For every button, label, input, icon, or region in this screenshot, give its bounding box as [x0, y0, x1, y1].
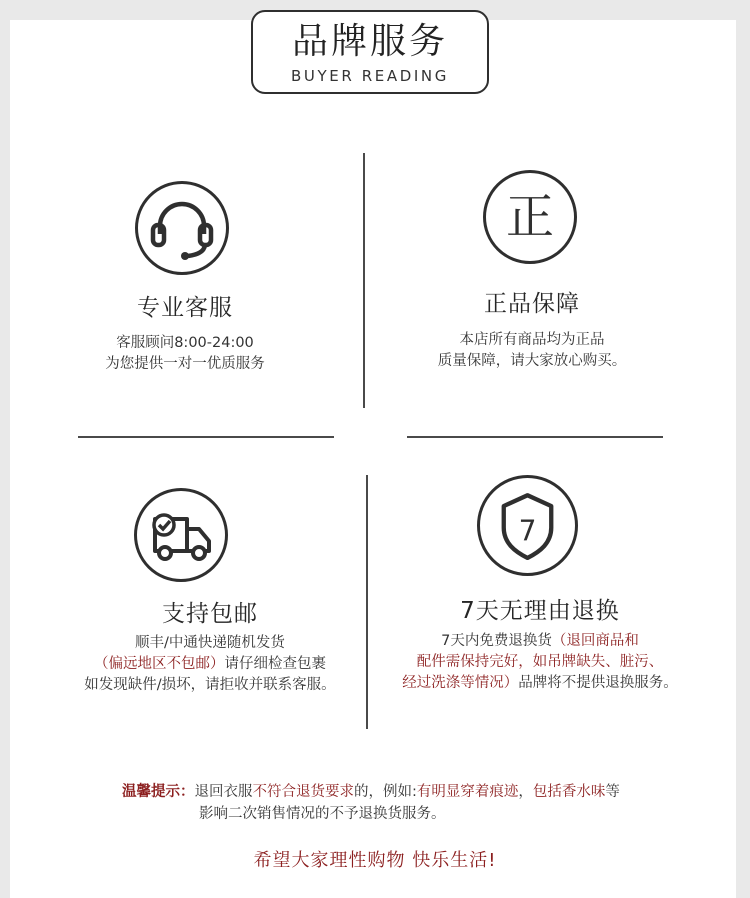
service-block	[60, 294, 310, 375]
delivery-truck-icon	[134, 488, 228, 582]
authentic-title: 正品保障	[484, 291, 580, 317]
warm-tip-line-1	[122, 781, 620, 803]
returns-title: 7天无理由退换	[460, 598, 620, 624]
tip-text: 退回衣服	[194, 784, 253, 800]
warm-tip-line-2: 影响二次销售情况的不予退换货服务。	[199, 806, 446, 822]
service-title: 专业客服	[137, 295, 233, 321]
zheng-character-icon	[483, 170, 577, 264]
tip-text: 等	[605, 784, 620, 800]
returns-condition-end: 经过洗涤等情况）	[402, 675, 519, 691]
page-title: 品牌服务	[291, 21, 448, 62]
authentic-line-2: 质量保障，请大家放心购买。	[437, 353, 627, 369]
tip-highlight: 包括香水味	[532, 784, 606, 800]
returns-no-service: 品牌将不提供退换服务。	[518, 675, 678, 691]
divider-horizontal-right	[407, 436, 663, 438]
warm-tip-label: 温馨提示：	[122, 784, 195, 800]
tip-highlight: 不符合退货要求	[252, 784, 354, 800]
shipping-check-note: 请仔细检查包裹	[224, 656, 326, 672]
service-line-1: 客服顾问8:00-24:00	[116, 335, 254, 351]
shipping-block	[50, 600, 370, 696]
tip-text: 的，例如:	[354, 784, 417, 800]
slogan: 希望大家理性购物 快乐生活!	[253, 850, 497, 871]
shipping-remote-note: （偏远地区不包邮）	[94, 656, 225, 672]
returns-line-3	[380, 673, 700, 694]
shipping-line-2	[50, 654, 370, 675]
shield-seven-icon	[477, 475, 578, 576]
service-line-2: 为您提供一对一优质服务	[105, 356, 265, 372]
returns-line-1	[380, 631, 700, 652]
returns-free-exchange: 7天内免费退换货	[441, 633, 552, 649]
divider-horizontal-left	[78, 436, 334, 438]
tip-text: ，	[518, 784, 533, 800]
authentic-block	[407, 290, 657, 372]
zheng-character-glyph: 正	[505, 189, 555, 245]
headset-icon	[135, 181, 229, 275]
shield-number: 7	[518, 514, 537, 548]
brand-service-title-box	[251, 10, 489, 94]
tip-highlight: 有明显穿着痕迹	[416, 784, 519, 800]
shipping-title: 支持包邮	[162, 601, 258, 627]
page-subtitle: BUYER READING	[291, 67, 449, 85]
returns-condition-start: （退回商品和	[551, 633, 639, 649]
shipping-line-1: 顺丰/中通快递随机发货	[135, 635, 285, 651]
returns-block	[380, 597, 700, 694]
content-panel	[10, 20, 736, 898]
authentic-line-1: 本店所有商品均为正品	[459, 332, 605, 348]
returns-line-2: 配件需保持完好，如吊牌缺失、脏污、	[416, 654, 664, 670]
shipping-line-3: 如发现缺件/损坏，请拒收并联系客服。	[84, 677, 336, 693]
divider-vertical-top	[363, 153, 365, 408]
